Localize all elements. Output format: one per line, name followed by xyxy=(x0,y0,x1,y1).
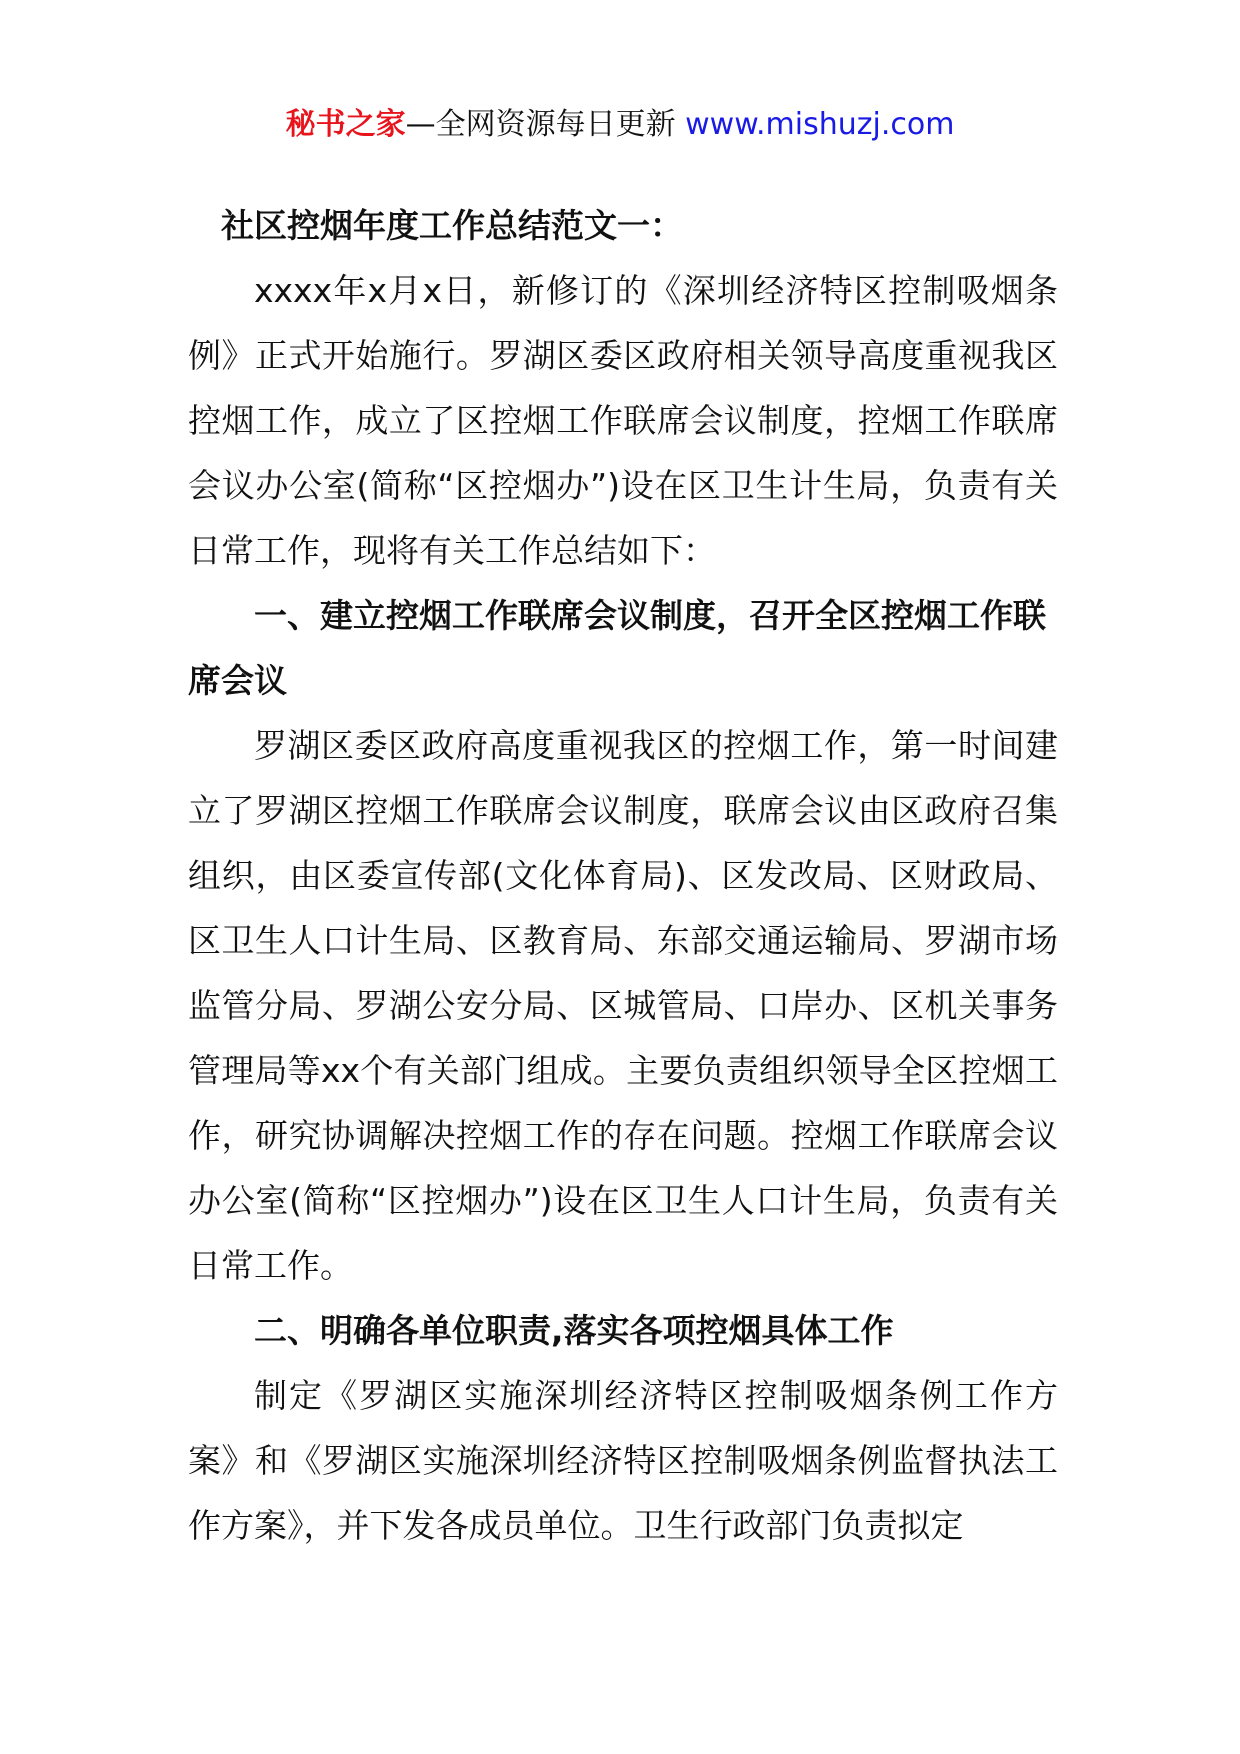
website-link[interactable]: www.mishuzj.com xyxy=(685,107,955,142)
section-2-paragraph: 制定《罗湖区实施深圳经济特区控制吸烟条例工作方案》和《罗湖区实施深圳经济特区控制吸烟条例监督执法工作方案》，并下发各成员单位。卫生行政部门负责拟定 xyxy=(188,1376,1058,1545)
intro-paragraph: xxxx年x月x日，新修订的《深圳经济特区控制吸烟条例》正式开始施行。罗湖区委区政府相关领导高度重视我区控烟工作，成立了区控烟工作联席会议制度，控烟工作联席会议办公室(简称“区控烟办”)设在区卫生计生局，负责有关日常工作，现将有关工作总结如下： xyxy=(188,271,1058,570)
document-body xyxy=(188,193,1058,1558)
page-header xyxy=(0,100,1240,150)
section-1-paragraph: 罗湖区委区政府高度重视我区的控烟工作，第一时间建立了罗湖区控烟工作联席会议制度，联席会议由区政府召集组织，由区委宣传部(文化体育局)、区发改局、区财政局、区卫生人口计生局、区教育局、东部交通运输局、罗湖市场监管分局、罗湖公安分局、区城管局、口岸办、区机关事务管理局等xx个有关部门组成。主要负责组织领导全区控烟工作，研究协调解决控烟工作的存在问题。控烟工作联席会议办公室(简称“区控烟办”)设在区卫生人口计生局，负责有关日常工作。 xyxy=(188,726,1058,1285)
header-tagline: —全网资源每日更新 xyxy=(405,107,676,142)
section-1-heading: 一、建立控烟工作联席会议制度，召开全区控烟工作联席会议 xyxy=(188,596,1046,700)
document-title: 社区控烟年度工作总结范文一： xyxy=(221,206,683,245)
section-2-heading: 二、明确各单位职责,落实各项控烟具体工作 xyxy=(254,1311,894,1350)
brand-name: 秘书之家 xyxy=(285,107,406,142)
